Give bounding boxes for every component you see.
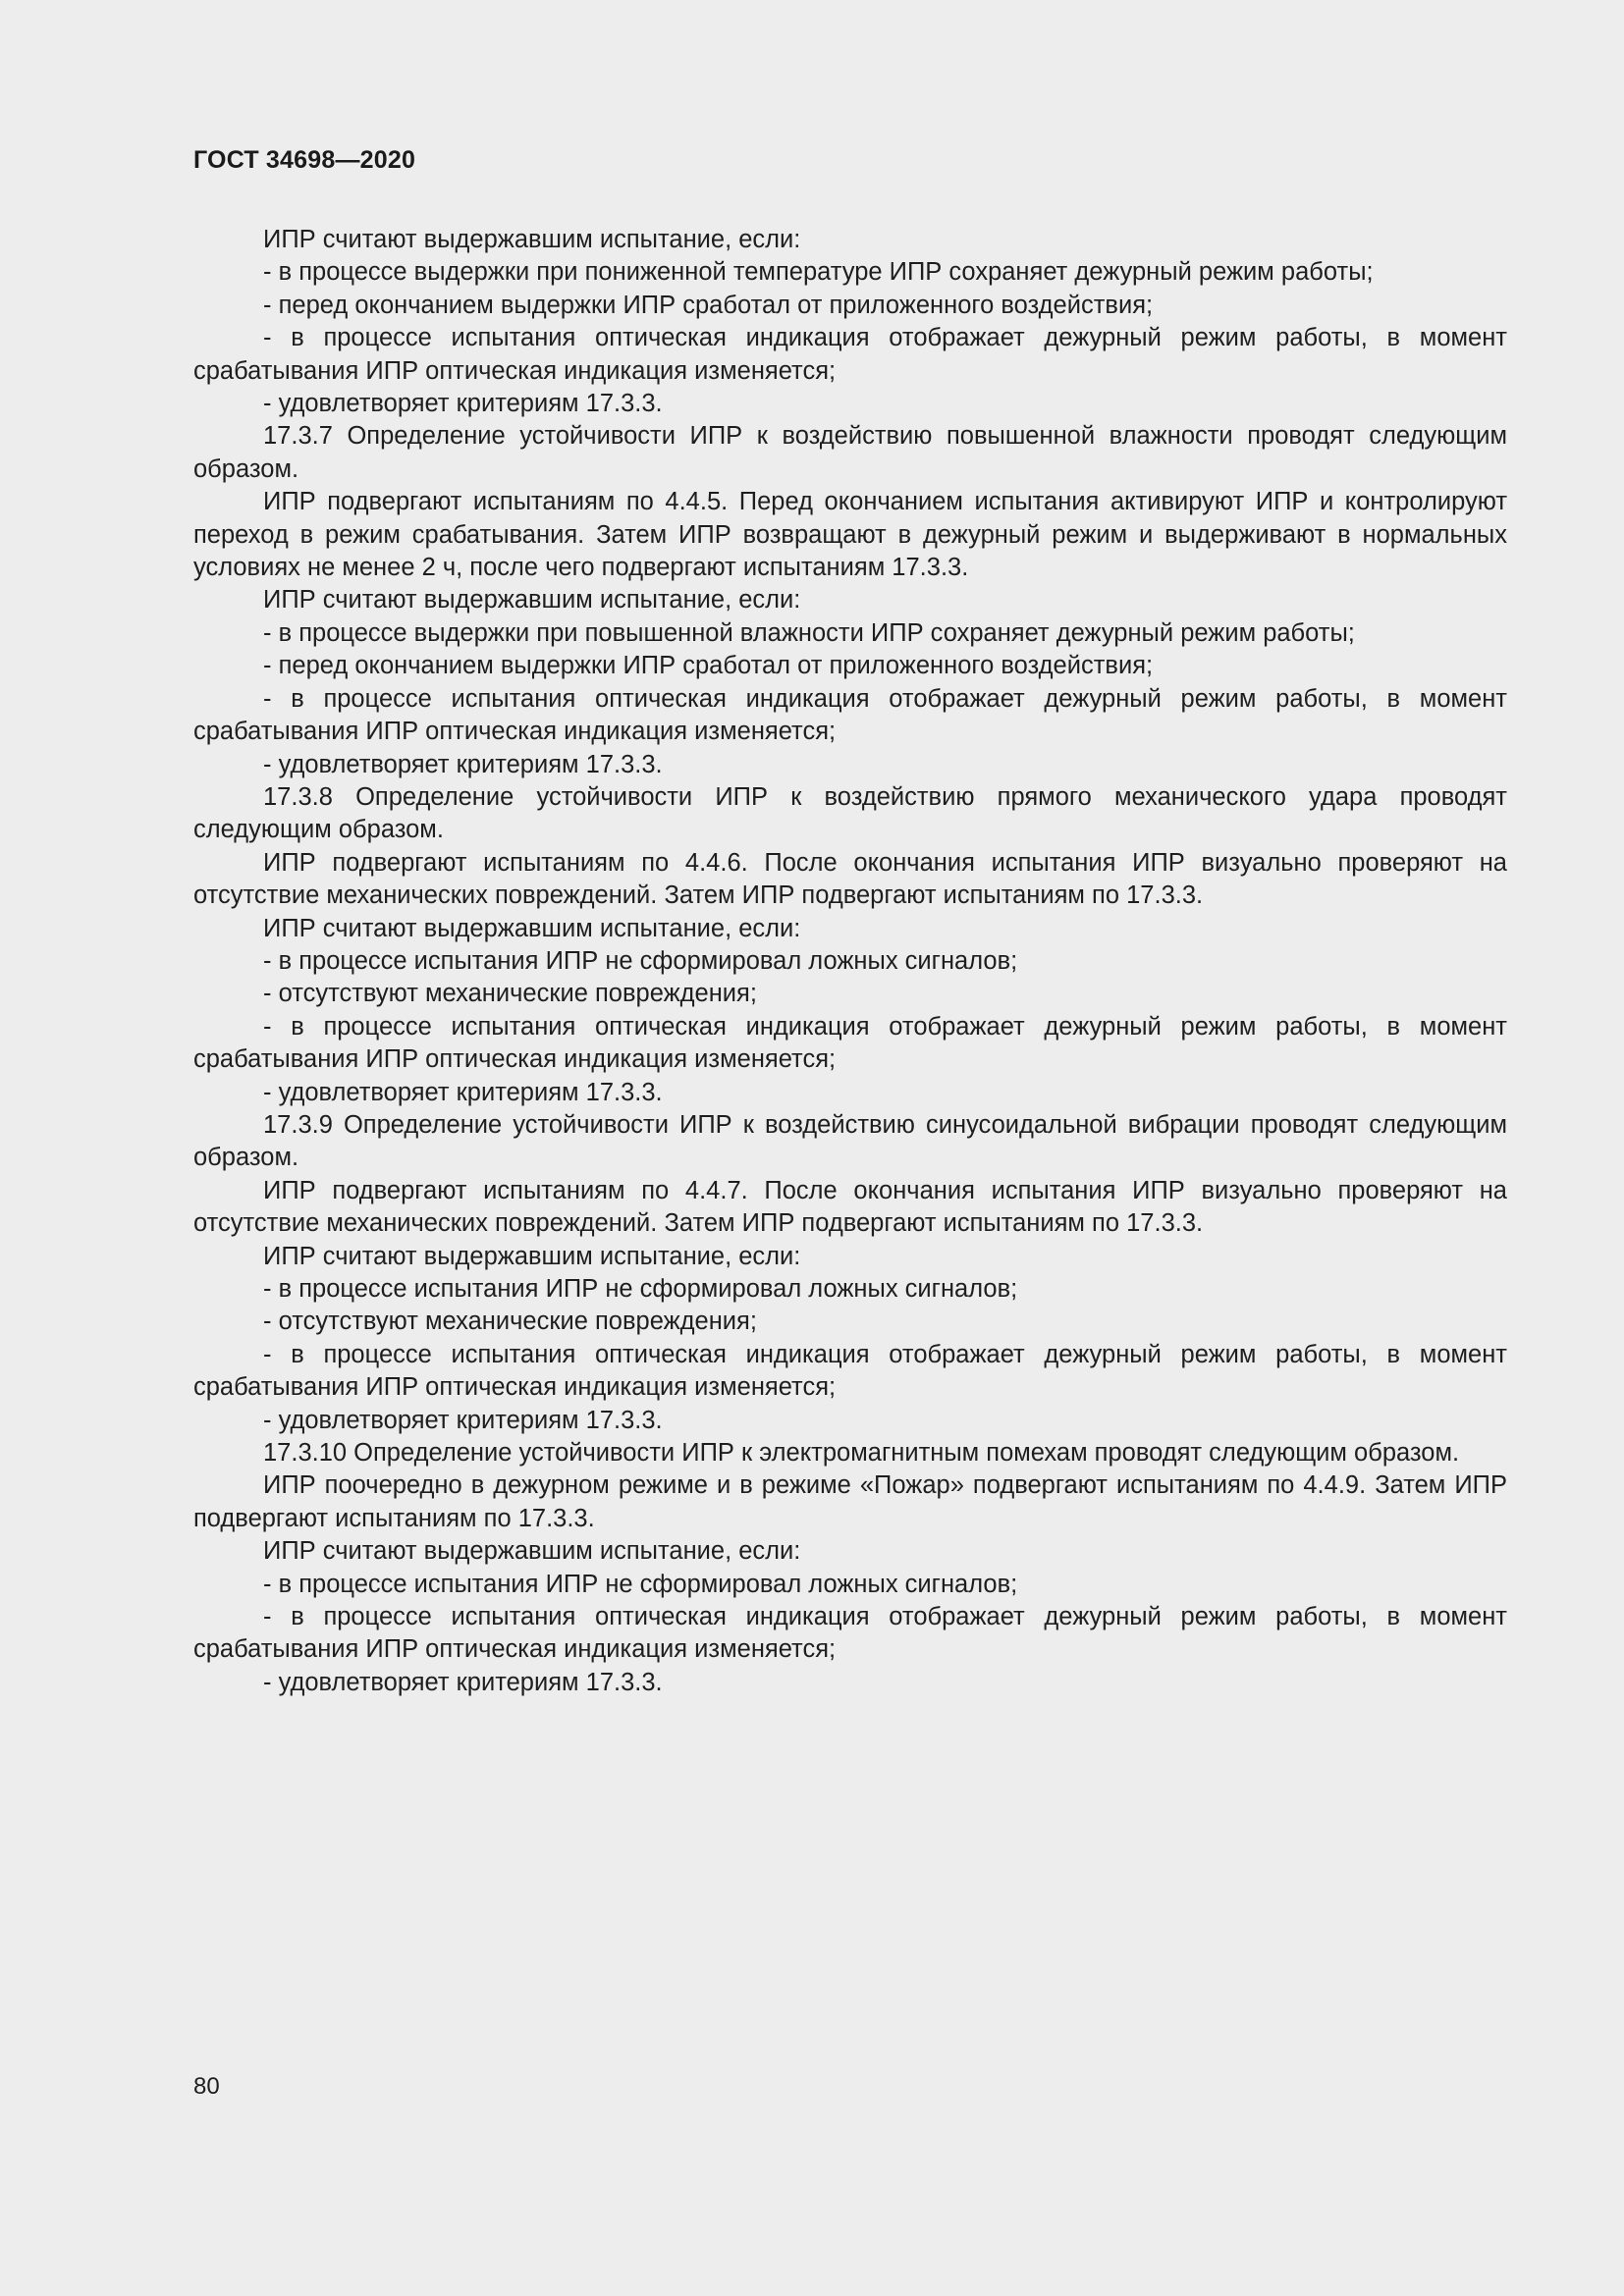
list-item: - в процессе выдержки при пониженной температуре ИПР сохраняет дежурный режим работы; [263, 258, 1374, 287]
list-item: - отсутствуют механические повреждения; [263, 1308, 757, 1336]
list-item: - в процессе испытания оптическая индикация отображает дежурный режим работы, в момент срабатывания ИПР оптическая индикация изменяется; [193, 1012, 1507, 1074]
paragraph: ИПР считают выдержавшим испытание, если: [263, 1537, 801, 1566]
clause-17-3-9: 17.3.9 Определение устойчивости ИПР к воздействию синусоидальной вибрации проводят следующим образом. [193, 1110, 1507, 1172]
clause-17-3-8: 17.3.8 Определение устойчивости ИПР к воздействию прямого механического удара проводят следующим образом. [193, 782, 1507, 844]
page-number: 80 [193, 2073, 220, 2100]
clause-17-3-10: 17.3.10 Определение устойчивости ИПР к электромагнитным помехам проводят следующим образом. [263, 1439, 1460, 1468]
clause-17-3-7: 17.3.7 Определение устойчивости ИПР к воздействию повышенной влажности проводят следующим образом. [193, 422, 1507, 483]
document-body [193, 224, 1507, 1699]
list-item: - отсутствуют механические повреждения; [263, 980, 757, 1008]
paragraph: ИПР считают выдержавшим испытание, если: [263, 226, 801, 253]
list-item: - удовлетворяет критериям 17.3.3. [263, 1078, 663, 1106]
list-item: - в процессе испытания оптическая индикация отображает дежурный режим работы, в момент срабатывания ИПР оптическая индикация изменяется; [193, 1603, 1507, 1664]
list-item: - в процессе испытания оптическая индикация отображает дежурный режим работы, в момент срабатывания ИПР оптическая индикация изменяется; [193, 684, 1507, 746]
list-item: - удовлетворяет критериям 17.3.3. [263, 1406, 663, 1434]
list-item: - в процессе испытания оптическая индикация отображает дежурный режим работы, в момент срабатывания ИПР оптическая индикация изменяется; [193, 324, 1507, 385]
list-item: - перед окончанием выдержки ИПР сработал от приложенного воздействия; [263, 652, 1154, 680]
list-item: - в процессе испытания ИПР не сформировал ложных сигналов; [263, 1275, 1018, 1303]
list-item: - в процессе испытания оптическая индикация отображает дежурный режим работы, в момент срабатывания ИПР оптическая индикация изменяется; [193, 1340, 1507, 1402]
paragraph: ИПР считают выдержавшим испытание, если: [263, 586, 801, 614]
paragraph: ИПР подвергают испытаниям по 4.4.7. После окончания испытания ИПР визуально проверяют на отсутствие механических повреждений. Затем ИПР подвергают испытаниям по 17.3.3. [193, 1176, 1507, 1238]
paragraph: ИПР считают выдержавшим испытание, если: [263, 1242, 801, 1270]
paragraph: ИПР поочередно в дежурном режиме и в режиме «Пожар» подвергают испытаниям по 4.4.9. Затем ИПР подвергают испытаниям по 17.3.3. [193, 1471, 1507, 1532]
paragraph: ИПР подвергают испытаниям по 4.4.6. После окончания испытания ИПР визуально проверяют на отсутствие механических повреждений. Затем ИПР подвергают испытаниям по 17.3.3. [193, 848, 1507, 910]
document-header-title: ГОСТ 34698—2020 [193, 146, 416, 174]
paragraph: ИПР считают выдержавшим испытание, если: [263, 914, 801, 942]
list-item: - удовлетворяет критериям 17.3.3. [263, 750, 663, 778]
list-item: - удовлетворяет критериям 17.3.3. [263, 1668, 663, 1696]
list-item: - в процессе выдержки при повышенной влажности ИПР сохраняет дежурный режим работы; [263, 618, 1355, 647]
paragraph: ИПР подвергают испытаниям по 4.4.5. Перед окончанием испытания активируют ИПР и контролируют переход в режим срабатывания. Затем ИПР возвращают в дежурный режим и выдерживают в нормальных условиях не менее 2 ч, после чего подвергают испытаниям 17.3.3. [193, 488, 1507, 582]
list-item: - перед окончанием выдержки ИПР сработал от приложенного воздействия; [263, 291, 1154, 319]
list-item: - в процессе испытания ИПР не сформировал ложных сигналов; [263, 1570, 1018, 1598]
list-item: - в процессе испытания ИПР не сформировал ложных сигналов; [263, 946, 1018, 975]
list-item: - удовлетворяет критериям 17.3.3. [263, 390, 663, 418]
